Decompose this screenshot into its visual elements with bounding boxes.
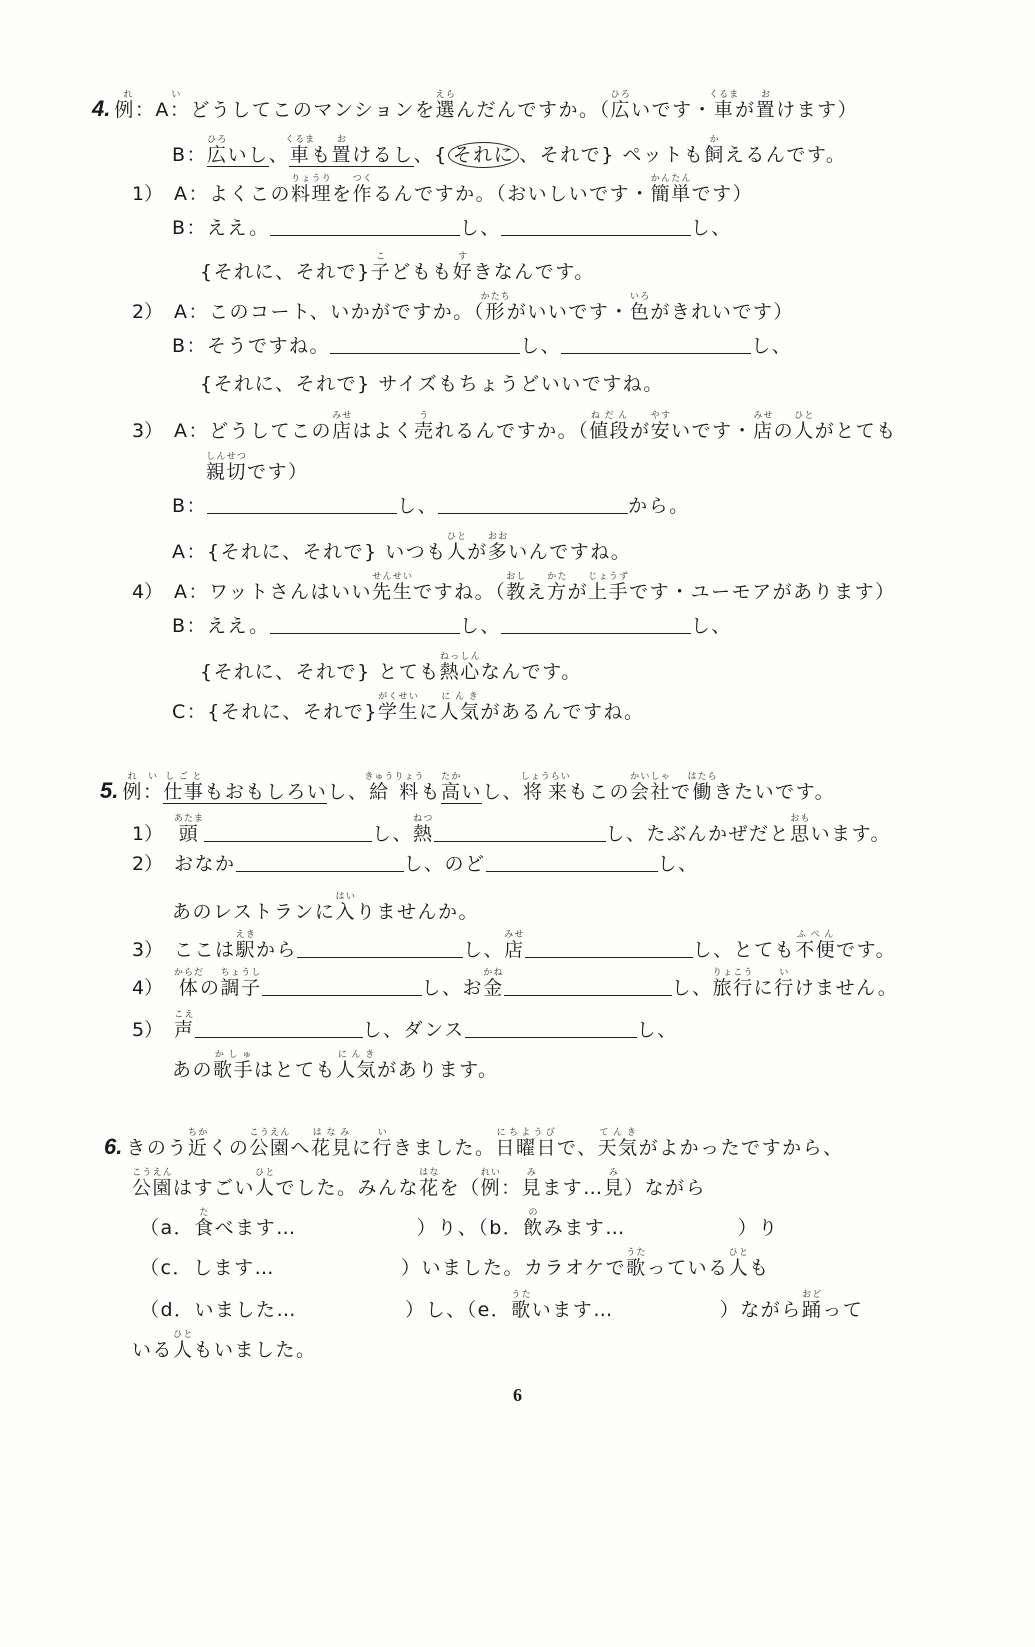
s5-q4: 4） 体からだの調子ちょうしし、お金かねし、旅行りょこうに行いけません。 [132, 968, 899, 999]
s4-q4-b: B：ええ。 し、 し、 [172, 615, 732, 637]
s4-example-a: 4. 例：A：れいどうしてこのマンションを選えらんだんですか。（広ひろいです・車くるまが置おけます） [92, 90, 859, 121]
s6-line-4: （c．します… ）いました。カラオケで歌うたっている人ひとも [140, 1248, 770, 1279]
answer-blank[interactable] [501, 217, 691, 236]
answer-blank[interactable] [434, 823, 606, 842]
s5-q5-cont: あの歌手かしゅはとても人気にんきがあります。 [172, 1050, 499, 1081]
section-number-5: 5. [100, 778, 119, 803]
answer-blank[interactable] [270, 615, 460, 634]
s5-q2-cont: あのレストランに入はいりませんか。 [172, 892, 479, 923]
s4-q1-a: 1） A：よくこの料理りょうりを作つくるんですか。（おいしいです・簡単かんたんです） [132, 174, 754, 205]
answer-blank[interactable] [465, 1019, 637, 1038]
s4-q3-c: A：{それに、それで} いつも人ひとが多おおいんですね。 [172, 532, 632, 563]
page-number: 6 [513, 1385, 522, 1405]
section-number-6: 6. [104, 1134, 123, 1159]
s6-line-1: 6. きのう近ちかくの公園こうえんへ花見はなみに行いきました。日曜日にちようびで、天気てんきがよかったですから、 [104, 1128, 844, 1159]
s6-line-2: 公園こうえんはすごい人ひとでした。みんな花はなを（例れい：見みます…見み）ながら [132, 1168, 707, 1199]
underlined-answer: 高たかい [440, 772, 482, 803]
answer-blank[interactable] [270, 217, 460, 236]
answer-blank[interactable] [561, 335, 751, 354]
s4-q1-b: B：ええ。 し、 し、 [172, 217, 732, 239]
answer-blank[interactable] [236, 853, 404, 872]
s4-q4-c: {それに、それで} とても熱心ねっしんなんです。 [200, 652, 582, 683]
answer-blank[interactable] [438, 495, 628, 514]
section-number-4: 4. [92, 96, 111, 121]
s4-q2-a: 2） A：このコート、いかがですか。（形かたちがいいです・色いろがきれいです） [132, 292, 794, 323]
s4-q4-d: C：{それに、それで}学生がくせいに人気にんきがあるんですね。 [172, 692, 645, 723]
s5-example: 5. 例：れい仕事しごともおもしろいし、給料きゅうりょうも高たかいし、将来しょうらいもこの会社かいしゃで働はたらきたいです。 [100, 772, 836, 803]
s4-q3-a-cont: 親切しんせつです） [206, 452, 309, 483]
s5-q2: 2） おなか し、のど し、 [132, 853, 699, 875]
circled-answer: それに [448, 142, 520, 168]
underlined-answer: 車くるまも置おけるし [285, 135, 414, 166]
s4-q1-c: {それに、それで}子こどもも好すきなんです。 [200, 252, 595, 283]
answer-blank[interactable] [501, 615, 691, 634]
answer-blank[interactable] [525, 939, 693, 958]
answer-blank[interactable] [504, 977, 672, 996]
underlined-answer: 仕事しごともおもしろい [163, 772, 328, 803]
s5-q3: 3） ここは駅えきから し、店みせし、とても不便ふべんです。 [132, 930, 897, 961]
s4-q2-c: {それに、それで} サイズもちょうどいいですね。 [200, 373, 664, 395]
s4-q2-b: B：そうですね。 し、 し、 [172, 335, 793, 357]
answer-blank[interactable] [330, 335, 520, 354]
s6-line-5: （d．いました… ）し、（e．歌うたいます… ）ながら踊おどって [140, 1290, 864, 1321]
underlined-answer: 広ひろいし [207, 135, 269, 166]
s4-example-b: B：広ひろいし、車くるまも置おけるし、{ それに 、それで} ペットも飼かえるんです。 [172, 135, 847, 166]
s5-q5: 5） 声こえし、ダンス し、 [132, 1010, 678, 1041]
s5-q1: 1） 頭あたまし、熱ねつし、たぶんかぜだと思おもいます。 [132, 814, 892, 845]
s4-q4-a: 4） A：ワットさんはいい先生せんせいですね。（教おしえ方かたが上手じょうずです・ユーモアがあります） [132, 572, 896, 603]
answer-blank[interactable] [207, 495, 397, 514]
answer-blank[interactable] [204, 823, 372, 842]
answer-blank[interactable] [297, 939, 463, 958]
s4-q3-b: B： し、 から。 [172, 495, 690, 517]
s6-line-3: （a．食たべます… ）り、（b．飲のみます… ）り [140, 1208, 779, 1239]
s4-q3-a: 3） A：どうしてこの店みせはよく売うれるんですか。（値段ねだんが安やすいです・店みせの人ひとがとても [132, 411, 897, 442]
answer-blank[interactable] [486, 853, 658, 872]
answer-blank[interactable] [262, 977, 422, 996]
s6-line-6: いる人ひともいました。 [132, 1330, 317, 1361]
answer-blank[interactable] [195, 1019, 363, 1038]
